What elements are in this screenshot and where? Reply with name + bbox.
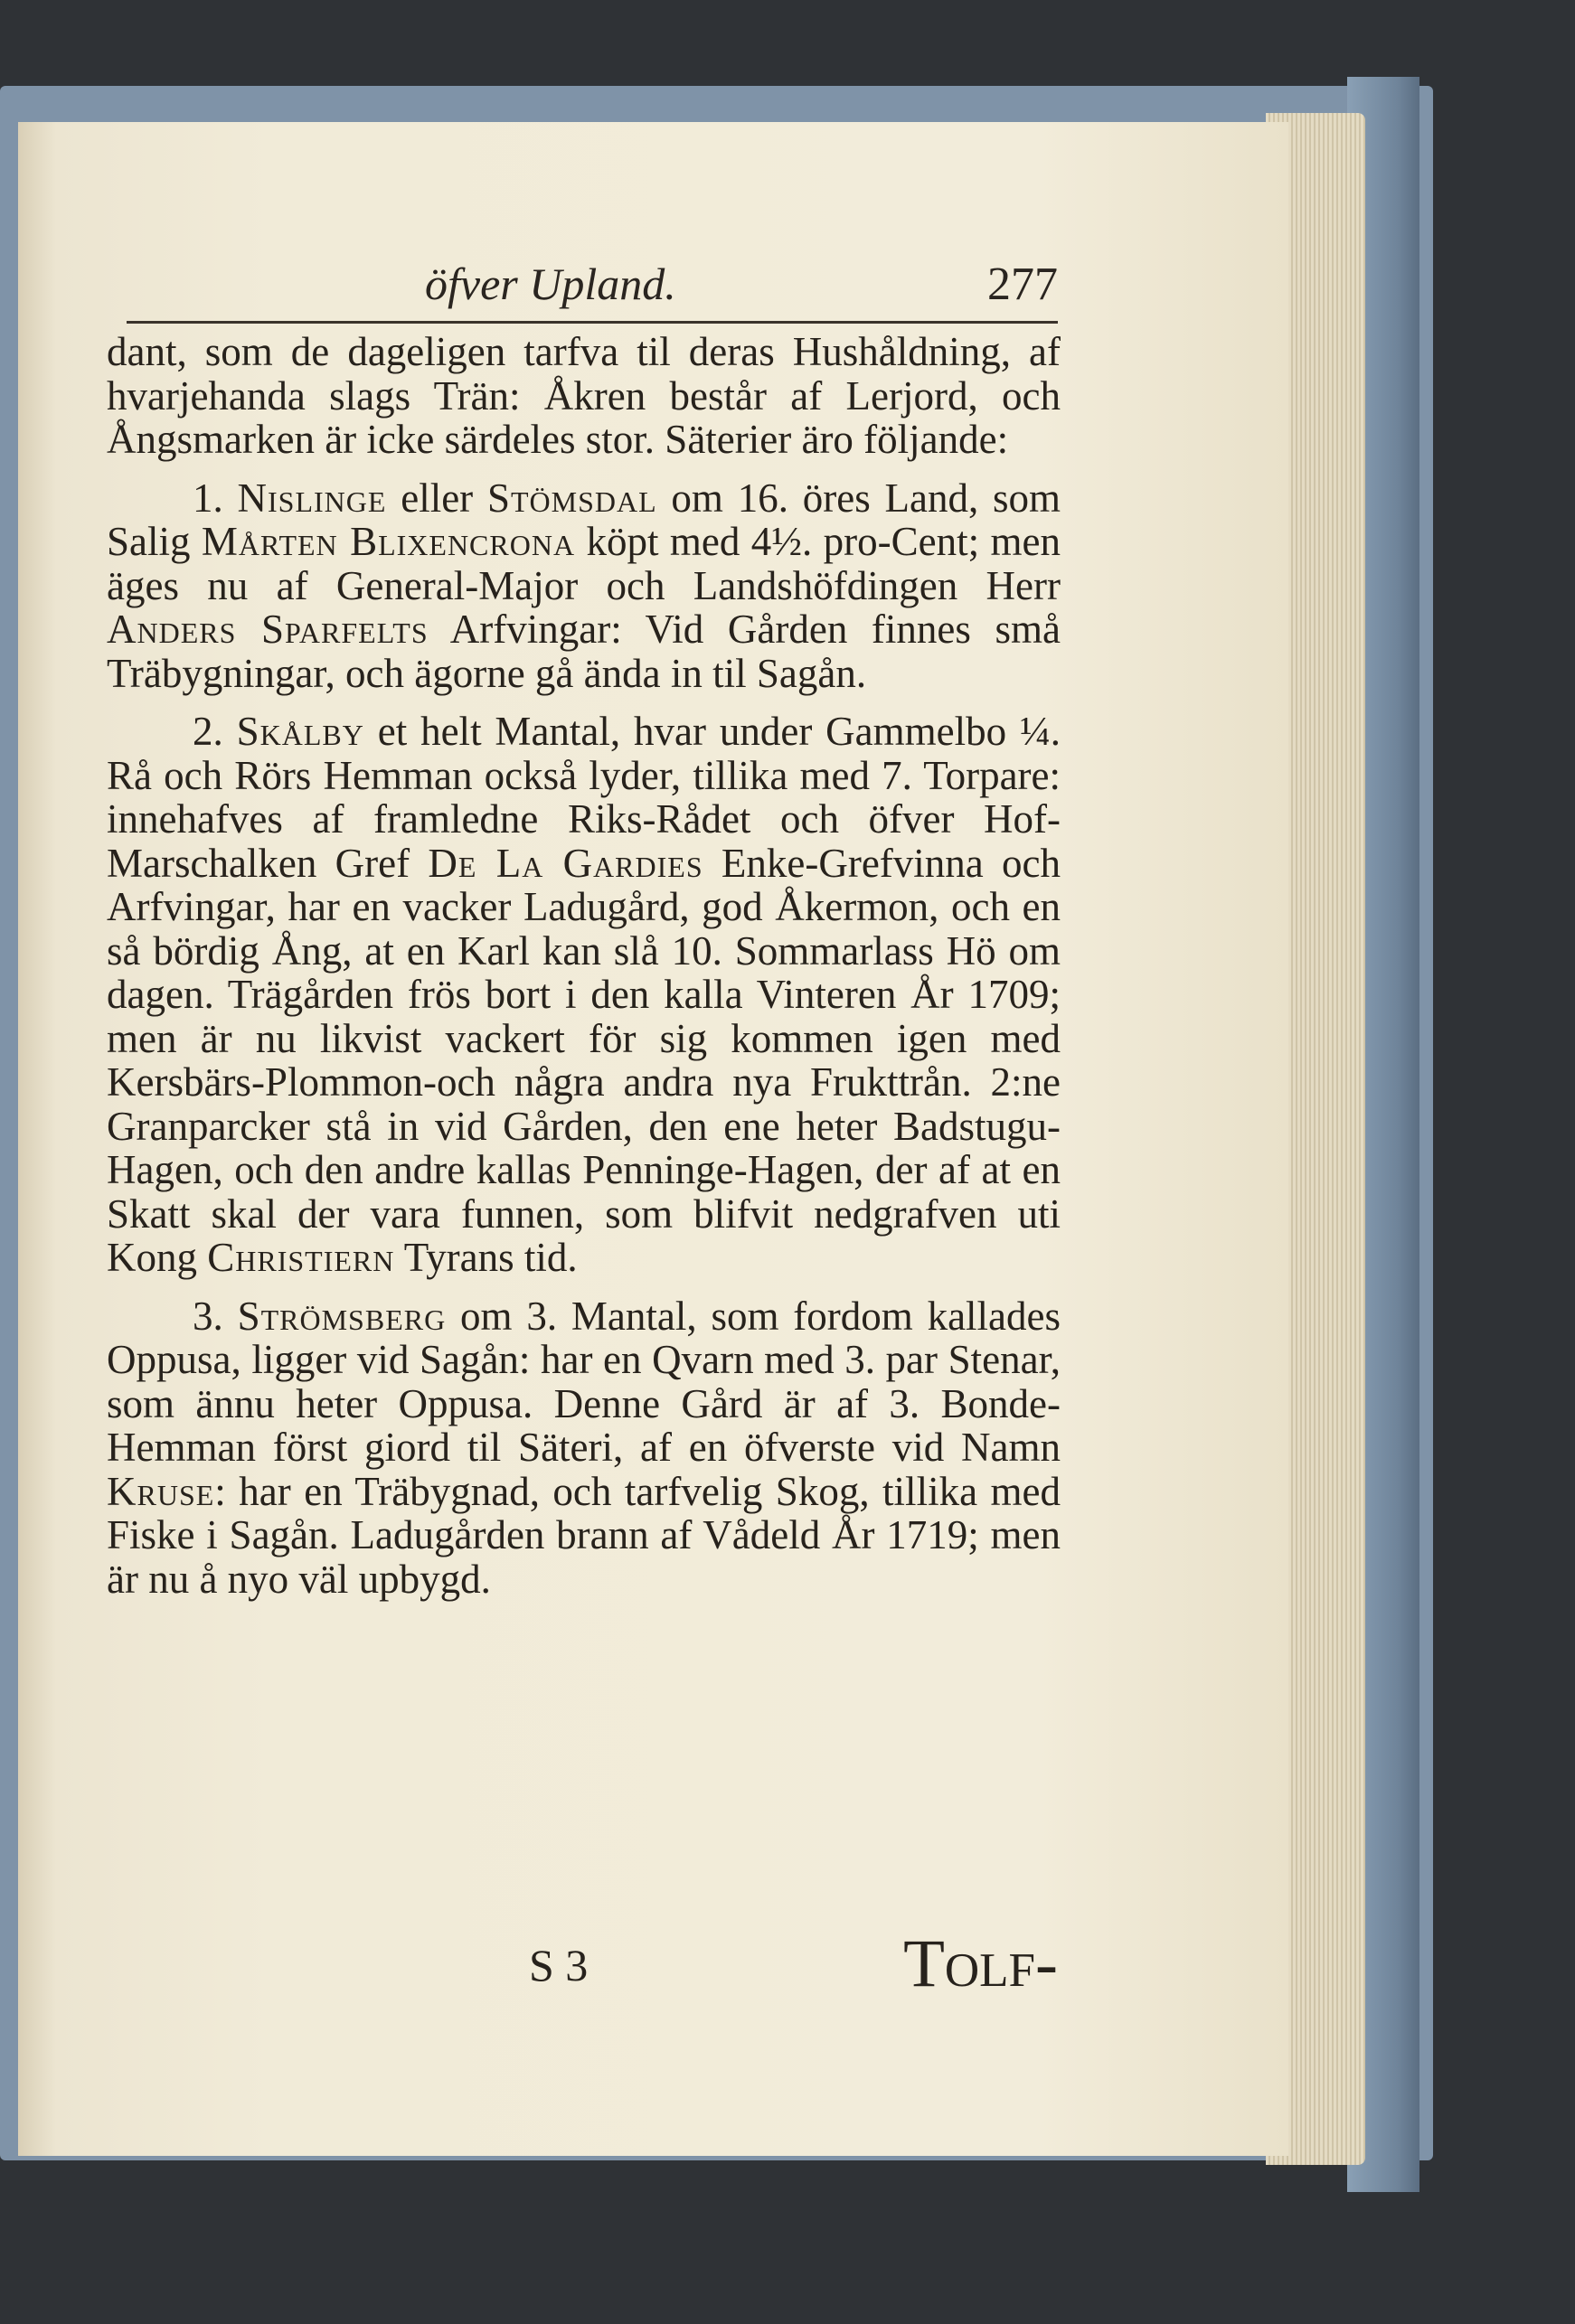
item-text: om 16. öres Land, som Salig xyxy=(107,475,1061,564)
person-name: Christiern xyxy=(207,1235,395,1280)
person-name: Mårten Blixencrona xyxy=(201,519,576,564)
page-header xyxy=(108,258,1058,321)
item-text: Arfvingar: Vid Gården finnes små Träbygningar, och ägorne gå ända in til Sagån. xyxy=(107,607,1061,696)
page-number: 277 xyxy=(987,259,1058,310)
estate-name: Nislinge xyxy=(237,475,387,521)
signature-mark: S 3 xyxy=(529,1940,589,1990)
item-text: eller xyxy=(386,475,487,521)
estate-item-2 xyxy=(107,710,1061,1280)
item-text: Tyrans tid. xyxy=(394,1235,578,1280)
estate-item-3 xyxy=(107,1294,1061,1602)
estate-item-1 xyxy=(107,476,1061,696)
item-number: 3. xyxy=(193,1293,223,1339)
header-rule xyxy=(127,321,1058,324)
running-title: öfver Upland. xyxy=(425,259,676,309)
person-name: Kruse xyxy=(107,1468,215,1514)
item-text: : har en Träbygnad, och tarfvelig Skog, tillika med Fiske i Sagån. Ladugården brann af Vådeld År 1719; men är nu å nyo väl upbygd. xyxy=(107,1468,1061,1602)
estate-name: Strömsberg xyxy=(237,1293,447,1339)
estate-name: Stömsdal xyxy=(486,475,657,521)
item-number: 2. xyxy=(193,709,223,754)
person-name: Anders Sparfelts xyxy=(107,607,429,652)
estate-name: Skålby xyxy=(236,709,364,754)
person-name: De La Gardies xyxy=(428,840,703,886)
page-footer xyxy=(108,1925,1058,2007)
body-text xyxy=(107,330,1061,1615)
catchword: Tolf- xyxy=(903,1926,1058,2001)
item-text: köpt med 4½. pro-Cent; men äges nu af General-Major och Landshöfdingen Herr xyxy=(107,519,1061,608)
item-text: Enke-Grefvinna och Arfvingar, har en vacker Ladugård, god Åkermon, och en så bördig Ång, at en Karl kan slå 10. Sommarlass Hö om dagen. Trägården frös bort i den kalla Vinteren År 1709; men är nu likvist vackert för sig kommen igen med Kersbärs-Plommon-och några andra nya Frukttrån. 2:ne Granparcker stå in vid Gården, den ene heter Badstugu-Hagen, och den andre kallas Penninge-Hagen, der af at en Skatt skal der vara funnen, som blifvit nedgrafven uti Kong xyxy=(107,840,1061,1280)
item-text: om 3. Mantal, som fordom kallades Oppusa, ligger vid Sagån: har en Qvarn med 3. par Stenar, som ännu heter Oppusa. Denne Gård är af 3. Bonde-Hemman först giord til Säteri, af en öfverste vid Namn xyxy=(107,1293,1061,1470)
item-text: et helt Mantal, hvar under Gammelbo ¼. Rå och Rörs Hemman också lyder, tillika med 7. Torpare: innehafves af framledne Riks-Rådet och öfver Hof-Marschalken Gref xyxy=(107,709,1061,886)
intro-paragraph: dant, som de dageligen tarfva til deras Hushåldning, af hvarjehanda slags Trän: Åkren består af Lerjord, och Ångsmarken är icke särdeles stor. Säterier äro följande: xyxy=(107,329,1061,462)
item-number: 1. xyxy=(193,475,223,521)
